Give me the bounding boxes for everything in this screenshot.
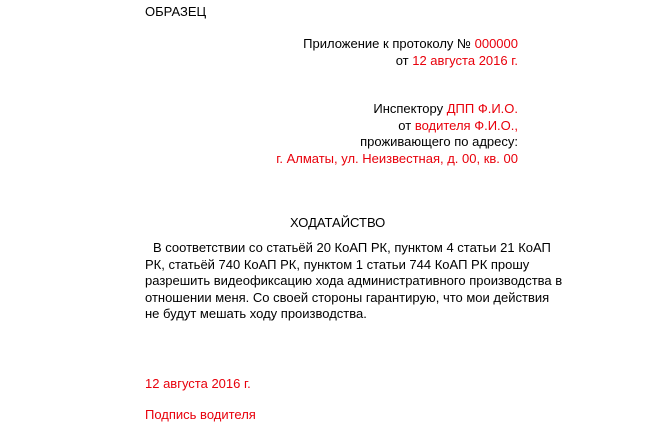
driver-address: г. Алматы, ул. Неизвестная, д. 00, кв. 00 [276,151,518,166]
protocol-number: 000000 [474,36,518,51]
driver-name: водителя Ф.И.О., [414,118,518,133]
to-prefix: Инспектору [373,101,447,116]
body-line: отношении меня. Со своей стороны гарантирую, что мои действия [145,289,550,305]
residing-label: проживающего по адресу: [360,134,518,149]
from-prefix: от [398,118,415,133]
protocol-date: 12 августа 2016 г. [412,53,518,68]
sample-heading: ОБРАЗЕЦ [145,4,207,19]
protocol-appendix-line [303,36,518,52]
body-line: разрешить видеофиксацию хода административного производства в [145,273,563,288]
driver-signature: Подпись водителя [145,407,256,422]
document-title: ХОДАТАЙСТВО [290,215,386,230]
body-line: В соответствии со статьёй 20 КоАП РК, пунктом 4 статьи 21 КоАП [153,240,551,255]
signature-date: 12 августа 2016 г. [145,376,251,391]
inspector-name: ДПП Ф.И.О. [446,101,518,116]
appendix-prefix: Приложение к протоколу № [303,36,475,51]
body-line: РК, статьёй 740 КоАП РК, пунктом 1 статьи 744 КоАП РК прошу [145,256,530,272]
addressee-line [373,101,518,117]
sender-line [398,118,518,134]
body-line: не будут мешать ходу производства. [145,306,367,321]
petition-body [145,240,563,323]
date-prefix: от [395,53,413,68]
protocol-date-line [396,53,518,69]
